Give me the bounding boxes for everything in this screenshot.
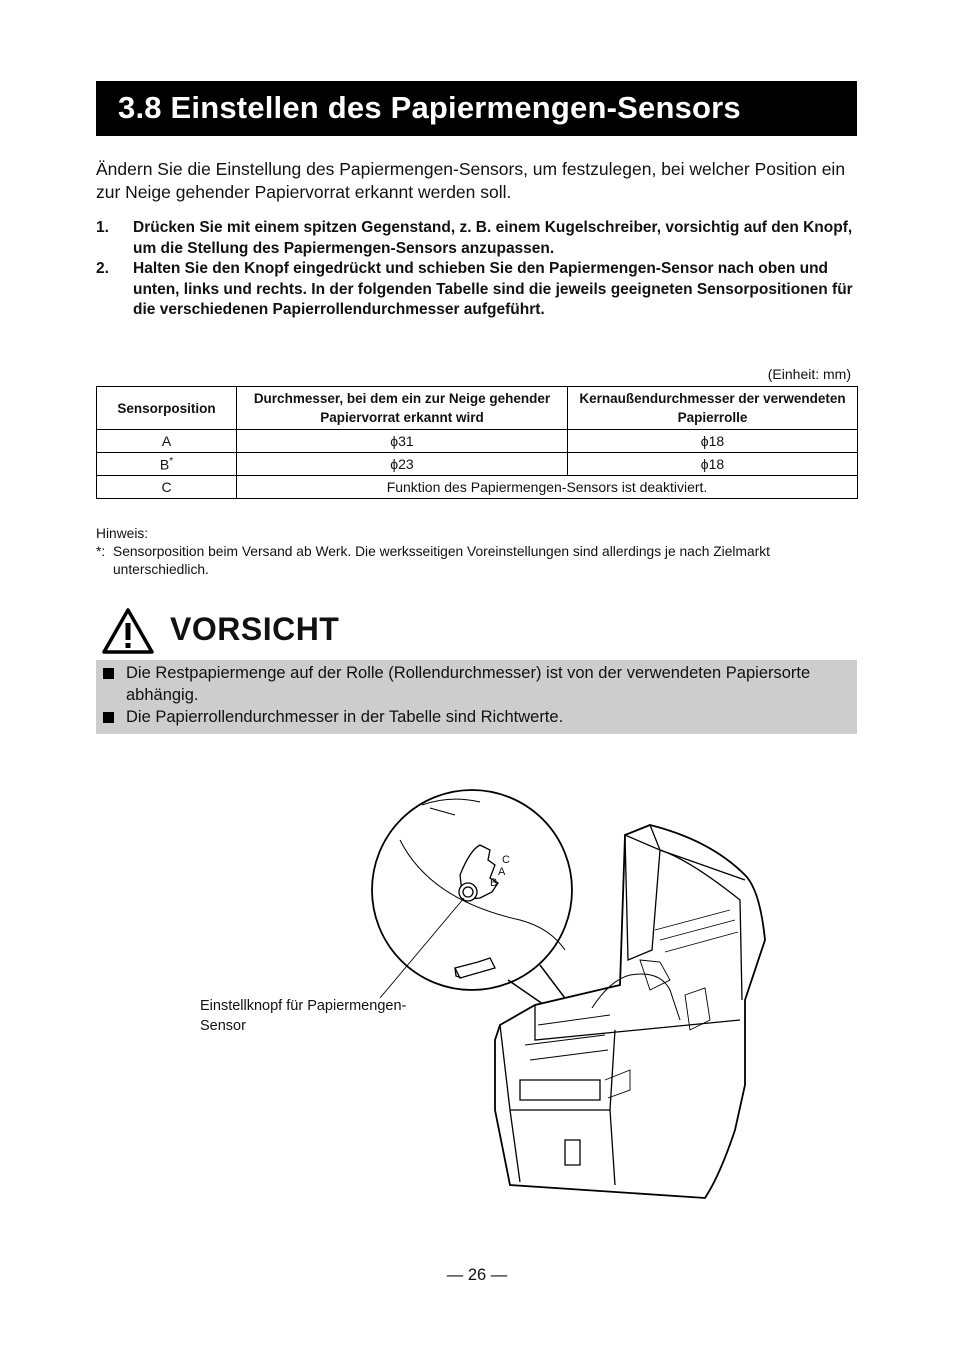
header-core-diameter: Kernaußendurchmesser der verwendeten Papierrolle [568, 387, 858, 430]
sensor-label-b: B [490, 877, 498, 889]
cell-core: ϕ18 [568, 430, 858, 453]
cell-diameter: ϕ31 [237, 430, 568, 453]
sensor-table [96, 386, 858, 499]
sensor-label-a: A [498, 865, 506, 878]
hint-block [96, 525, 856, 579]
caution-text: Die Restpapiermenge auf der Rolle (Rollendurchmesser) ist von der verwendeten Papiersorte abhängig. [126, 664, 811, 704]
footnote [96, 543, 856, 579]
step-item [96, 259, 858, 321]
table-row [97, 476, 858, 499]
caution-item [103, 706, 857, 728]
step-item [96, 218, 858, 259]
cell-merged-note: Funktion des Papiermengen-Sensors ist deaktiviert. [237, 476, 858, 499]
bullet-square-icon [103, 712, 114, 723]
cell-position: B* [97, 453, 237, 476]
bullet-square-icon [103, 668, 114, 679]
sensor-label-c: C [502, 854, 510, 866]
step-number: 2. [96, 260, 109, 277]
caution-text: Die Papierrollendurchmesser in der Tabelle sind Richtwerte. [126, 708, 564, 726]
warning-triangle-icon [100, 606, 160, 658]
figure-caption: Einstellknopf für Papiermengen-Sensor [200, 998, 407, 1034]
caution-item [103, 662, 857, 706]
section-title: 3.8 Einstellen des Papiermengen-Sensors [118, 90, 741, 125]
sensor-position-labels [490, 854, 510, 890]
table-row [97, 453, 858, 476]
step-number: 1. [96, 219, 109, 236]
table-header-row [97, 387, 858, 430]
printer-illustration [360, 780, 790, 1200]
section-title-bar [96, 81, 857, 136]
footnote-text: Sensorposition beim Versand ab Werk. Die werksseitigen Voreinstellungen sind allerdings je nach Zielmarkt unterschiedlich. [113, 544, 770, 577]
cell-diameter: ϕ23 [237, 453, 568, 476]
cell-position: A [97, 430, 237, 453]
caution-title: VORSICHT [170, 611, 340, 647]
factory-default-mark: * [169, 455, 174, 467]
page-number: — 26 — [446, 1266, 508, 1284]
step-text: Halten Sie den Knopf eingedrückt und schieben Sie den Papiermengen-Sensor nach oben und unten, links und rechts. In der folgenden Tabelle sind die jeweils geeigneten Sensorpositionen für die verschiedenen Papierrollendurchmesser aufgeführt. [133, 260, 853, 318]
hint-label: Hinweis: [96, 526, 149, 541]
intro-paragraph: Ändern Sie die Einstellung des Papiermengen-Sensors, um festzulegen, bei welcher Position ein zur Neige gehender Papiervorrat erkannt werden soll. [96, 159, 846, 202]
steps-list [96, 218, 858, 321]
header-diameter: Durchmesser, bei dem ein zur Neige gehender Papiervorrat erkannt wird [237, 387, 568, 430]
caution-box [96, 660, 857, 734]
step-text: Drücken Sie mit einem spitzen Gegenstand, z. B. einem Kugelschreiber, vorsichtig auf den Knopf, um die Stellung des Papiermengen-Sensors anzupassen. [133, 219, 853, 257]
cell-core: ϕ18 [568, 453, 858, 476]
cell-position: C [97, 476, 237, 499]
table-unit: (Einheit: mm) [767, 366, 851, 382]
header-sensorposition: Sensorposition [97, 387, 237, 430]
footnote-mark: *: [96, 544, 106, 559]
table-row [97, 430, 858, 453]
